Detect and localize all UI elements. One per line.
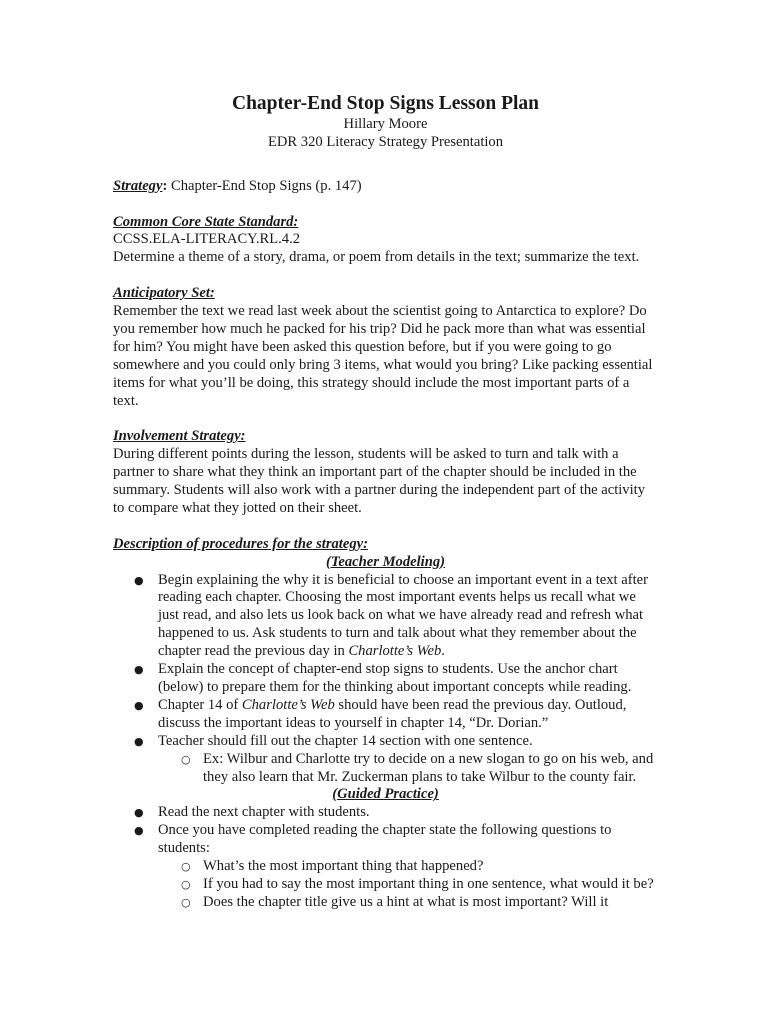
course-name: EDR 320 Literacy Strategy Presentation: [267, 133, 504, 150]
guided-practice-heading: (Guided Practice): [332, 786, 439, 803]
guided-practice-sublist: [113, 858, 658, 912]
author-name: Hillary Moore: [343, 116, 428, 132]
teacher-modeling-heading: (Teacher Modeling): [325, 553, 446, 570]
sub-list-item: ○ If you had to say the most important thing in one sentence, what would it be?: [113, 876, 658, 894]
standard-label: Common Core State Standard:: [113, 213, 299, 230]
teacher-modeling-sublist: [113, 751, 658, 787]
strategy-line: [113, 178, 658, 196]
sub-list-item: ○ Ex: Wilbur and Charlotte try to decide on a new slogan to go on his web, and they also learn that Mr. Zuckerman plans to take Wilbur to the county fair.: [113, 751, 658, 787]
strategy-colon: :: [162, 177, 168, 194]
sub-list-item: ○ Does the chapter title give us a hint at what is most important? Will it: [113, 894, 658, 912]
standard-text: Determine a theme of a story, drama, or poem from details in the text; summarize the text.: [113, 249, 640, 266]
standard-code: CCSS.ELA-LITERACY.RL.4.2: [113, 231, 301, 248]
list-item: ● Explain the concept of chapter-end stop signs to students. Use the anchor chart (below) to prepare them for the thinking about important concepts while reading.: [113, 661, 658, 697]
anticipatory-label: Anticipatory Set:: [113, 285, 215, 302]
involvement-text: During different points during the lesson, students will be asked to turn and talk with a partner to share what they think an important part of the chapter should be included in the summary. Students will also work with a partner during the independent part of the activity to compare what they jotted on their sheet.: [113, 446, 646, 516]
strategy-label: Strategy: [113, 177, 163, 194]
list-item: ● Read the next chapter with students.: [113, 804, 658, 822]
list-item: ● Begin explaining the why it is beneficial to choose an important event in a text after reading each chapter. Choosing the most important events helps us recall what we just read, and also lets us look back on what we have already read and refresh what happened to us. Ask students to turn and talk about what they remember about the chapter read the previous day in Charlotte’s Web.: [113, 572, 658, 662]
list-item: ● Chapter 14 of Charlotte’s Web should have been read the previous day. Outloud, discuss the important ideas to yourself in chapter 14, “Dr. Dorian.”: [113, 697, 658, 733]
guided-practice-list: [113, 804, 658, 911]
teacher-modeling-list: [113, 572, 658, 787]
involvement-label: Involvement Strategy:: [113, 428, 246, 445]
list-item: ● Once you have completed reading the chapter state the following questions to students: ○ What’s the most important thing that happened? ○ If you had to say the most important thing in one sentence, what would it be? ○ Does the chapter title give us a hint at what is most important? Will it: [113, 822, 658, 912]
list-item: ● Teacher should fill out the chapter 14 section with one sentence. ○ Ex: Wilbur and Charlotte try to decide on a new slogan to go on his web, and they also learn that Mr. Zuckerman plans to take Wilbur to the county fair.: [113, 733, 658, 787]
sub-list-item: ○ What’s the most important thing that happened?: [113, 858, 658, 876]
procedures-label: Description of procedures for the strategy:: [113, 535, 368, 552]
strategy-text: Chapter-End Stop Signs (p. 147): [167, 177, 362, 194]
document-title: Chapter-End Stop Signs Lesson Plan: [231, 93, 540, 114]
document-page: [113, 92, 658, 912]
book-title: Charlotte’s Web: [241, 696, 335, 713]
book-title: Charlotte’s Web: [348, 643, 442, 660]
anticipatory-text: Remember the text we read last week about the scientist going to Antarctica to explore? Do you remember how much he packed for his trip? Did he pack more than what was essential for him? You might have been asked this question before, but if you were going to go somewhere and you could only bring 3 items, what would you bring? Like packing essential items for what you’ll be doing, this strategy should include the most important parts of a text.: [113, 303, 653, 409]
